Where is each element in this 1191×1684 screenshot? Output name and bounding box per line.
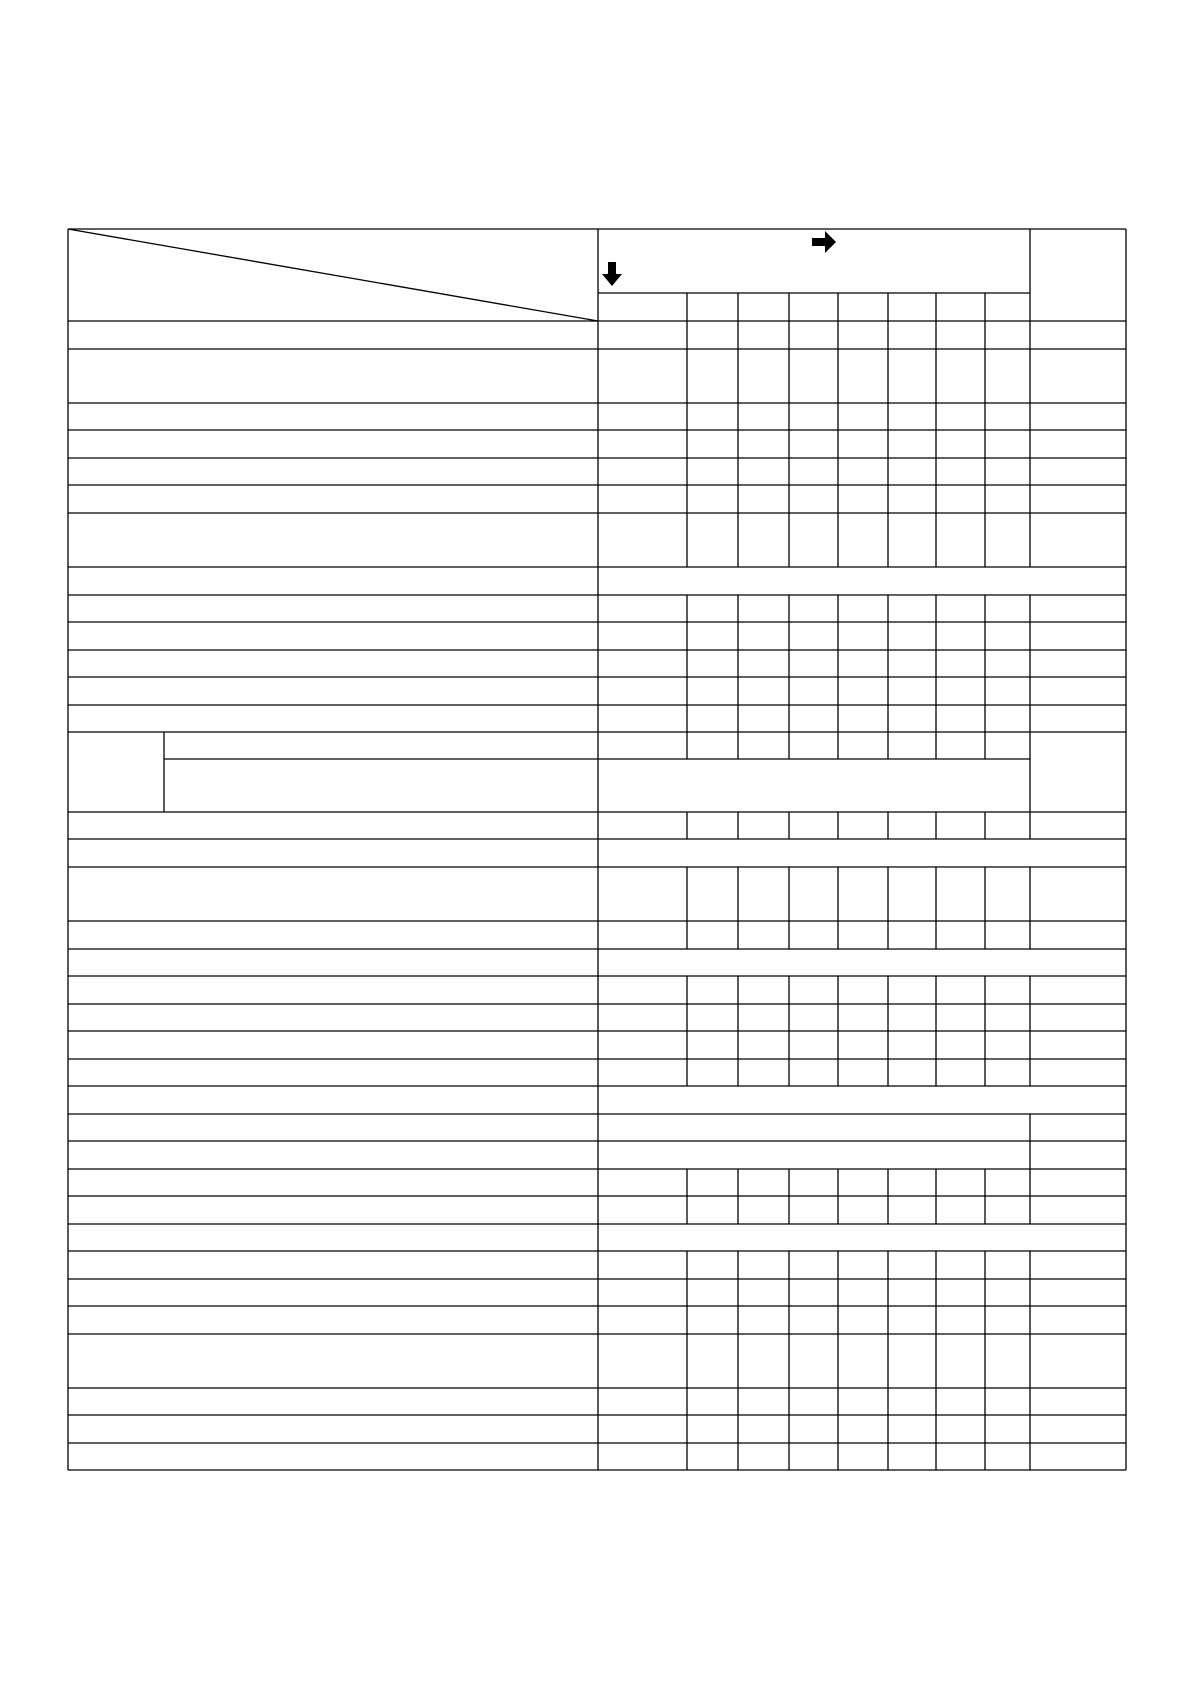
arrow-right-icon xyxy=(812,231,836,253)
header-diagonal xyxy=(68,229,598,321)
arrow-down-icon xyxy=(602,262,622,286)
table-grid-lines xyxy=(68,229,1126,1470)
